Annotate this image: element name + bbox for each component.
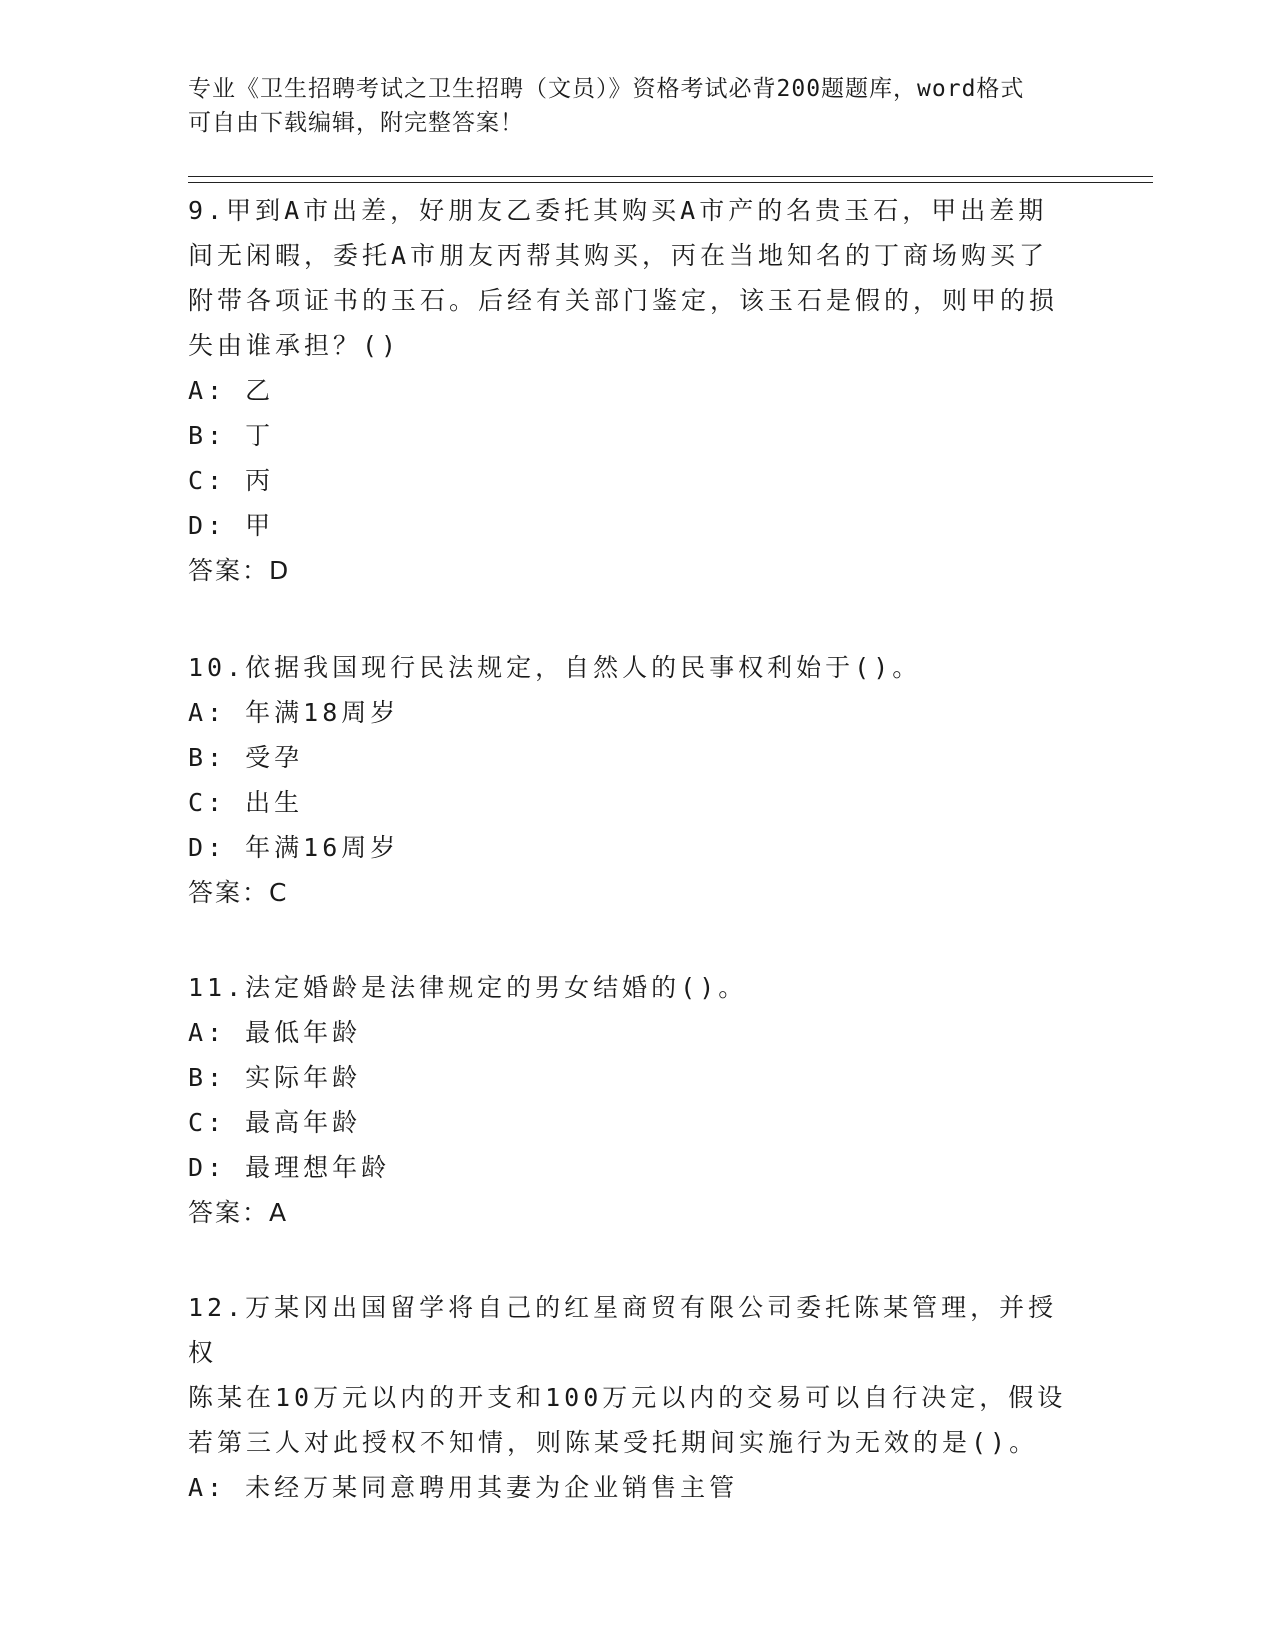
option-c: C: 最高年龄 <box>188 1108 362 1137</box>
question-11 <box>188 965 1068 1235</box>
question-9 <box>188 188 1068 593</box>
option-a: A: 年满18周岁 <box>188 698 400 727</box>
question-line: 12.万某冈出国留学将自己的红星商贸有限公司委托陈某管理，并授权 <box>188 1293 1058 1367</box>
option-c: C: 出生 <box>188 788 304 817</box>
question-line: 间无闲暇，委托A市朋友丙帮其购买，丙在当地知名的丁商场购买了 <box>188 241 1049 270</box>
question-line: 若第三人对此授权不知情，则陈某受托期间实施行为无效的是()。 <box>188 1428 1039 1457</box>
question-line: 陈某在10万元以内的开支和100万元以内的交易可以自行决定，假设 <box>188 1383 1067 1412</box>
option-d: D: 最理想年龄 <box>188 1153 391 1182</box>
document-header <box>188 72 1068 140</box>
header-line-1: 专业《卫生招聘考试之卫生招聘（文员）》资格考试必背200题题库，word格式 <box>188 76 1025 102</box>
option-a: A: 最低年龄 <box>188 1018 362 1047</box>
header-line-2: 可自由下载编辑，附完整答案！ <box>188 110 524 136</box>
header-divider-top <box>188 176 1153 177</box>
question-line: 11.法定婚龄是法律规定的男女结婚的()。 <box>188 973 748 1002</box>
question-line: 10.依据我国现行民法规定，自然人的民事权利始于()。 <box>188 653 922 682</box>
option-b: B: 丁 <box>188 421 275 450</box>
question-line: 附带各项证书的玉石。后经有关部门鉴定，该玉石是假的，则甲的损 <box>188 286 1059 315</box>
option-a: A: 乙 <box>188 376 275 405</box>
answer: 答案：D <box>188 556 291 585</box>
answer: 答案：A <box>188 1198 289 1227</box>
question-line: 9.甲到A市出差，好朋友乙委托其购买A市产的名贵玉石，甲出差期 <box>188 196 1048 225</box>
question-text <box>188 1285 1068 1465</box>
question-12 <box>188 1285 1068 1510</box>
question-text <box>188 645 1068 690</box>
question-text <box>188 965 1068 1010</box>
option-b: B: 实际年龄 <box>188 1063 362 1092</box>
question-10 <box>188 645 1068 915</box>
option-d: D: 甲 <box>188 511 275 540</box>
option-b: B: 受孕 <box>188 743 304 772</box>
question-line: 失由谁承担？() <box>188 331 401 360</box>
option-a: A: 未经万某同意聘用其妻为企业销售主管 <box>188 1473 739 1502</box>
header-divider-bottom <box>188 182 1153 183</box>
question-text <box>188 188 1068 368</box>
option-c: C: 丙 <box>188 466 275 495</box>
answer: 答案：C <box>188 878 289 907</box>
option-d: D: 年满16周岁 <box>188 833 400 862</box>
